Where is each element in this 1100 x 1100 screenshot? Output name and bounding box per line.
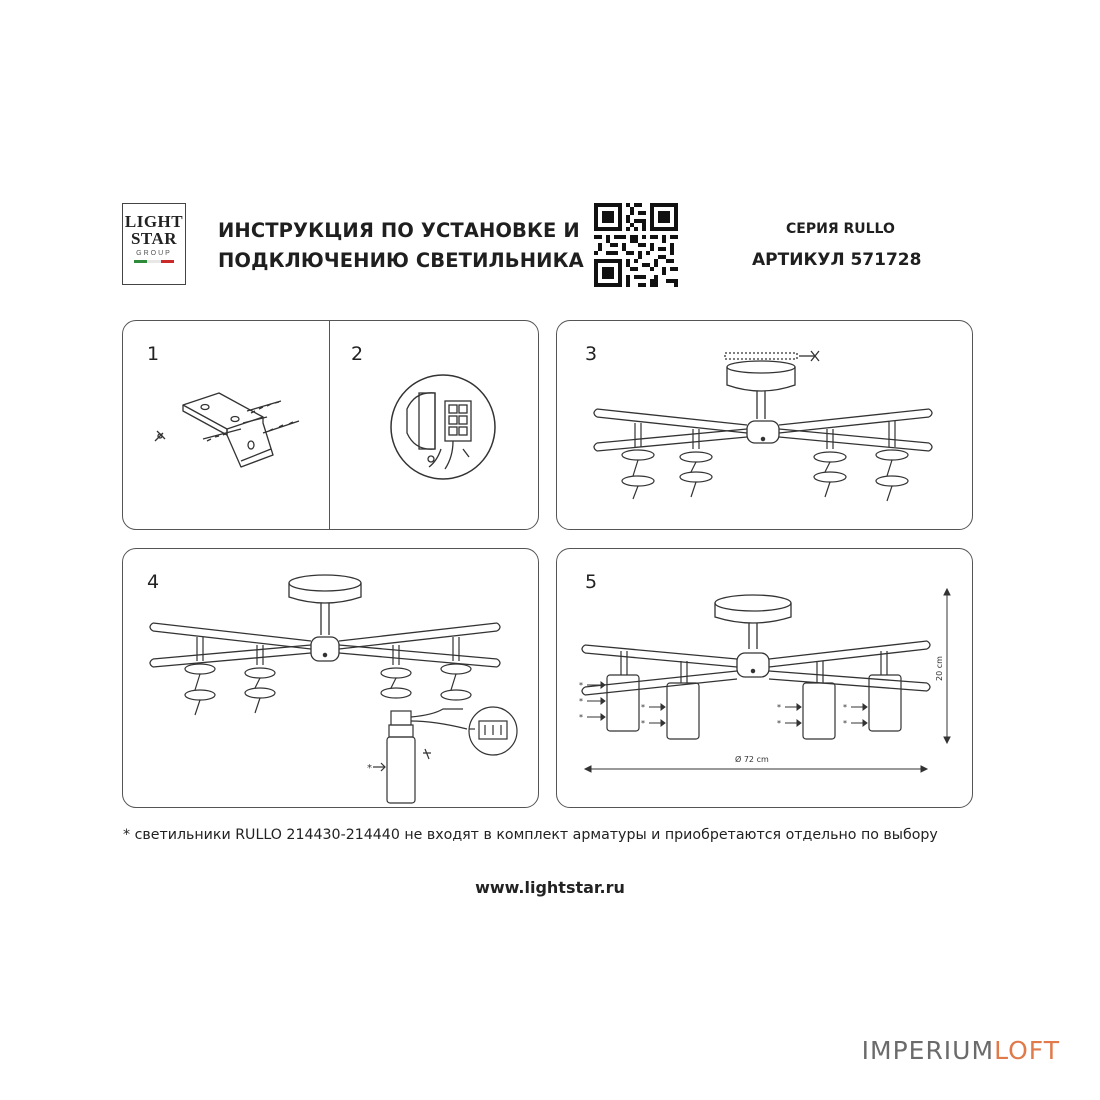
- panel-step-3: [556, 320, 973, 530]
- height-dimension-label: 20 cm: [935, 656, 944, 681]
- italian-flag-icon: [134, 260, 174, 263]
- svg-text:*: *: [579, 697, 583, 706]
- product-info: [752, 220, 952, 271]
- svg-text:*: *: [777, 703, 781, 712]
- watermark: [862, 1036, 1060, 1065]
- website-link[interactable]: www.lightstar.ru: [475, 878, 625, 897]
- step-3-number: 3: [585, 343, 598, 365]
- panel-steps-1-2: [122, 320, 539, 530]
- final-assembly-drawing: [557, 549, 974, 809]
- step-5-number: 5: [585, 571, 598, 593]
- svg-text:*: *: [641, 703, 645, 712]
- svg-text:*: *: [579, 713, 583, 722]
- panel-step-4: [122, 548, 539, 808]
- logo-line2: STAR: [130, 229, 178, 248]
- panel-step-5: [556, 548, 973, 808]
- svg-text:*: *: [777, 719, 781, 728]
- svg-text:*: *: [843, 719, 847, 728]
- footnote: * светильники RULLO 214430-214440 не входят в комплект арматуры и приобретаются отдельно по выбору: [123, 827, 938, 843]
- step-1-number: 1: [147, 343, 160, 365]
- frame-assembly-drawing: [557, 321, 974, 531]
- svg-text:*: *: [367, 763, 372, 774]
- svg-text:*: *: [843, 703, 847, 712]
- svg-text:*: *: [579, 681, 583, 690]
- series-label: СЕРИЯ RULLO: [786, 221, 895, 237]
- logo-line1: LIGHT: [124, 212, 184, 231]
- socket-rings: [622, 421, 908, 501]
- watermark-part1: IMPERIUM: [861, 1036, 995, 1065]
- step-4-number: 4: [147, 571, 160, 593]
- title-line2: ПОДКЛЮЧЕНИЮ СВЕТИЛЬНИКА: [218, 249, 584, 272]
- svg-text:*: *: [641, 719, 645, 728]
- terminal-block-drawing: [123, 321, 540, 531]
- step-2-number: 2: [351, 343, 364, 365]
- watermark-part2: LOFT: [994, 1036, 1060, 1065]
- brand-logo: [122, 203, 186, 285]
- document-title: [218, 216, 588, 276]
- qr-code-icon[interactable]: [594, 203, 678, 287]
- logo-line3: GROUP: [136, 250, 172, 257]
- article-label: АРТИКУЛ 571728: [752, 250, 922, 270]
- diameter-dimension-label: Ø 72 cm: [735, 755, 769, 764]
- title-line1: ИНСТРУКЦИЯ ПО УСТАНОВКЕ И: [218, 219, 580, 242]
- lamp-connection-drawing: [123, 549, 540, 809]
